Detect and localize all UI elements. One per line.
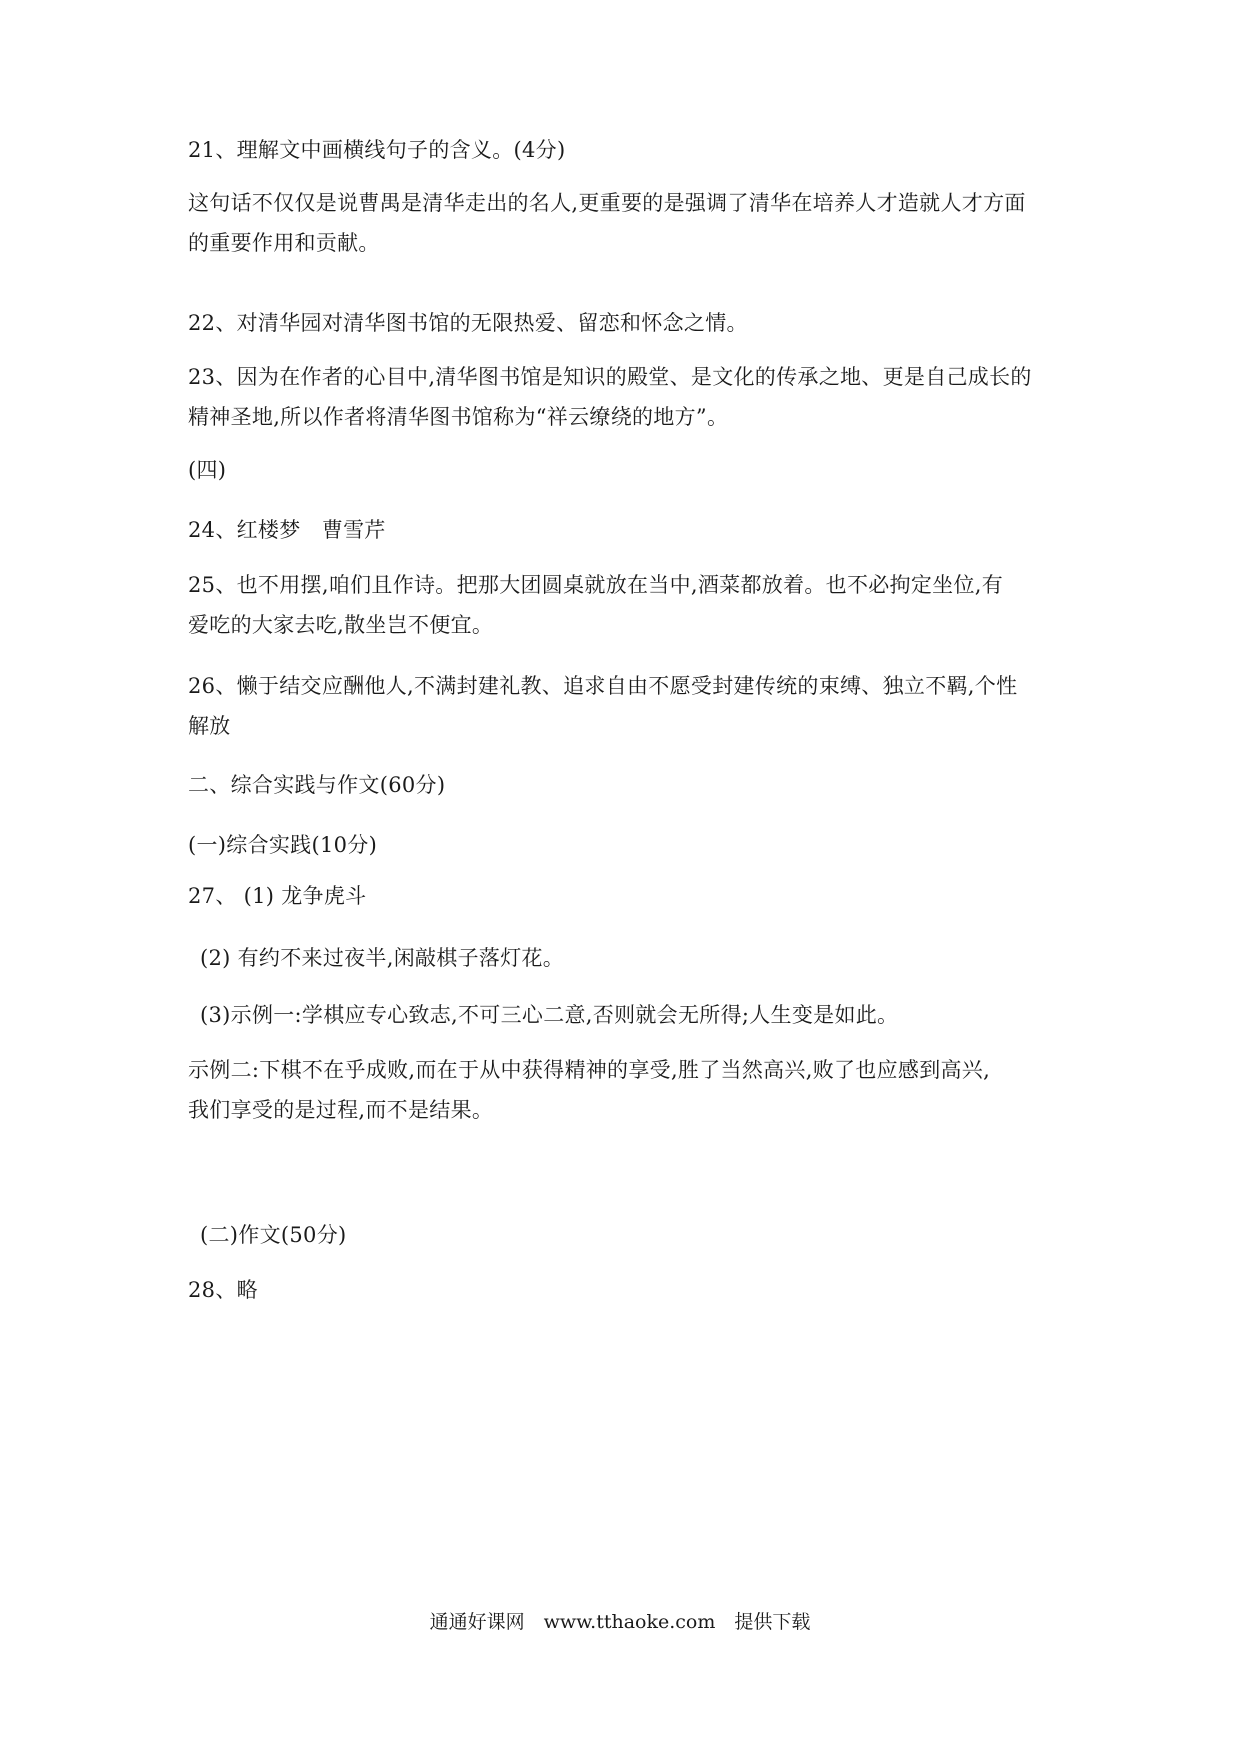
question-21-answer xyxy=(188,183,1058,263)
question-26-answer xyxy=(188,666,1058,746)
part-two-section-two-heading: (二)作文(50分) xyxy=(200,1223,347,1247)
question-27-item-2: (2) 有约不来过夜半,闲敲棋子落灯花。 xyxy=(200,946,565,970)
question-21-heading: 21、理解文中画横线句子的含义。(4分) xyxy=(188,138,566,162)
question-27-example-2 xyxy=(188,1050,1058,1130)
answer-line: 的重要作用和贡献。 xyxy=(188,231,380,255)
part-two-heading: 二、综合实践与作文(60分) xyxy=(188,773,446,797)
question-28-answer: 28、略 xyxy=(188,1278,258,1302)
answer-line: 解放 xyxy=(188,714,231,738)
question-22-answer: 22、对清华园对清华图书馆的无限热爱、留恋和怀念之情。 xyxy=(188,311,748,335)
answer-line: 精神圣地,所以作者将清华图书馆称为“祥云缭绕的地方”。 xyxy=(188,405,729,429)
answer-line: 25、也不用摆,咱们且作诗。把那大团圆桌就放在当中,酒菜都放着。也不必拘定坐位,有 xyxy=(188,573,1004,597)
question-24-answer: 24、红楼梦 曹雪芹 xyxy=(188,518,386,542)
question-23-answer xyxy=(188,357,1058,437)
part-two-section-one-heading: (一)综合实践(10分) xyxy=(188,833,378,857)
question-25-answer xyxy=(188,565,1058,645)
answer-line: 我们享受的是过程,而不是结果。 xyxy=(188,1098,494,1122)
section-four-heading: (四) xyxy=(188,458,227,482)
answer-line: 示例二:下棋不在乎成败,而在于从中获得精神的享受,胜了当然高兴,败了也应感到高兴, xyxy=(188,1058,991,1082)
page-footer: 通通好课网 www.tthaoke.com 提供下载 xyxy=(429,1611,811,1633)
answer-line: 23、因为在作者的心目中,清华图书馆是知识的殿堂、是文化的传承之地、更是自己成长的 xyxy=(188,365,1032,389)
answer-line: 爱吃的大家去吃,散坐岂不便宜。 xyxy=(188,613,494,637)
question-27-item-1: 27、 (1) 龙争虎斗 xyxy=(188,884,367,908)
question-27-item-3: (3)示例一:学棋应专心致志,不可三心二意,否则就会无所得;人生变是如此。 xyxy=(200,1003,899,1027)
answer-line: 26、懒于结交应酬他人,不满封建礼教、追求自由不愿受封建传统的束缚、独立不羁,个性 xyxy=(188,674,1018,698)
answer-line: 这句话不仅仅是说曹禺是清华走出的名人,更重要的是强调了清华在培养人才造就人才方面 xyxy=(188,191,1026,215)
